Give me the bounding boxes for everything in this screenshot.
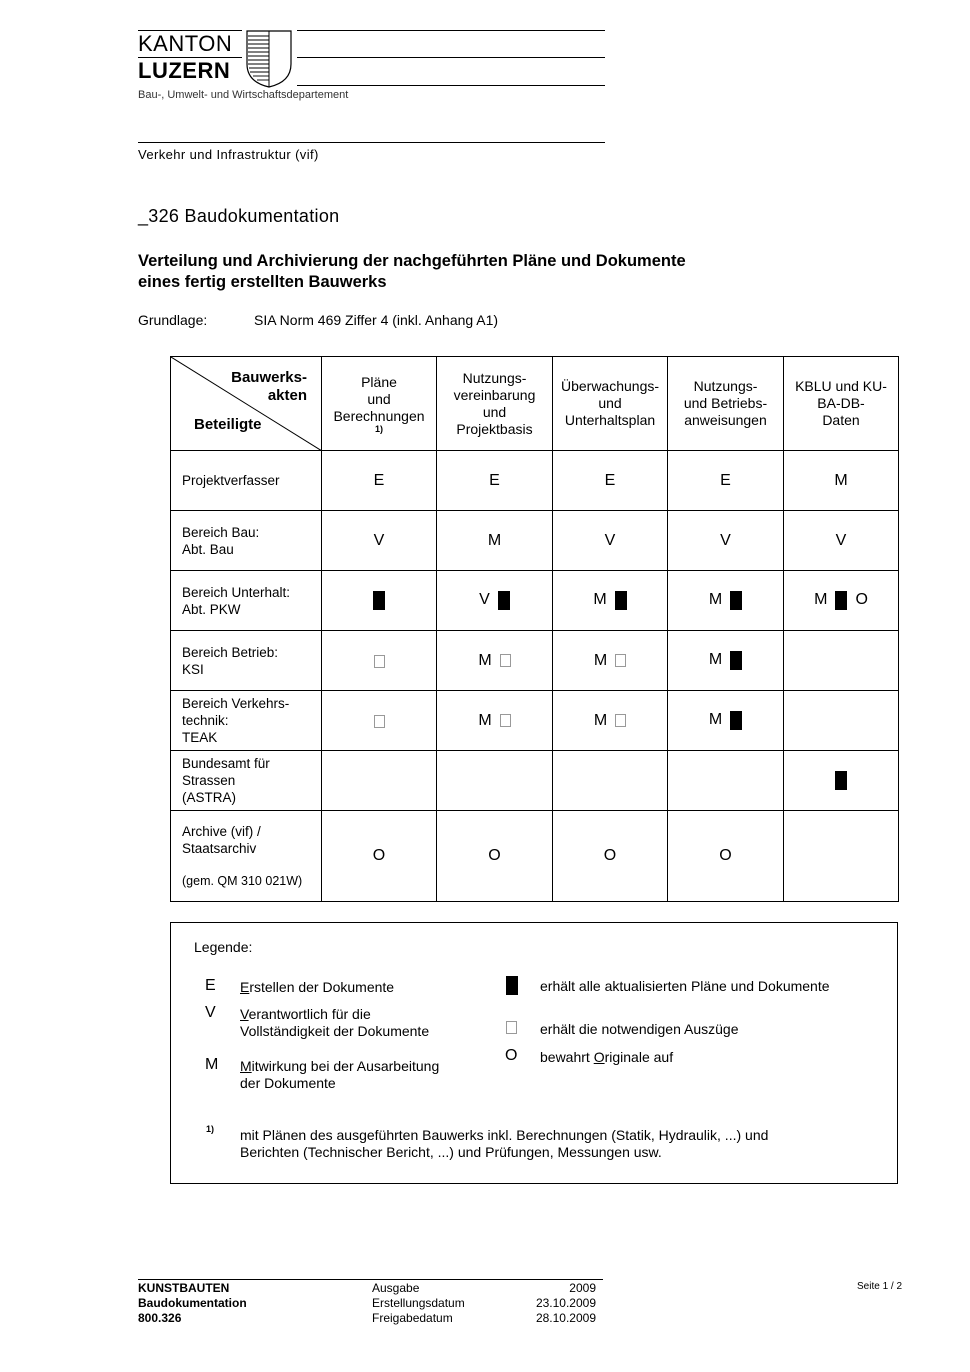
participant-label: Bereich Unterhalt: Abt. PKW bbox=[171, 571, 322, 631]
footer-doc-number: 800.326 bbox=[138, 1311, 182, 1325]
column-header-1: Pläne und Berechnungen 1) bbox=[322, 357, 437, 451]
full-square-icon bbox=[498, 591, 510, 610]
matrix-cell bbox=[322, 631, 437, 691]
role-code: M bbox=[478, 651, 492, 669]
role-code: O bbox=[855, 591, 868, 609]
role-code: E bbox=[720, 471, 731, 489]
matrix-cell bbox=[553, 451, 668, 511]
role-code: V bbox=[373, 531, 385, 549]
empty-square-icon bbox=[500, 654, 511, 667]
role-code: O bbox=[488, 847, 501, 864]
legend-text-full: erhält alle aktualisierten Pläne und Dokumente bbox=[540, 978, 830, 994]
matrix-cell bbox=[553, 631, 668, 691]
column-footnote-mark: 1) bbox=[374, 424, 383, 434]
full-square-icon bbox=[835, 771, 847, 790]
full-square-icon bbox=[615, 591, 627, 610]
column-header-4: Nutzungs- und Betriebs- anweisungen bbox=[668, 357, 784, 451]
matrix-cell bbox=[668, 751, 784, 811]
role-code: E bbox=[489, 471, 500, 489]
matrix-cell bbox=[668, 511, 784, 571]
footer-label-edition: Ausgabe bbox=[372, 1281, 420, 1295]
legend-code-m: M bbox=[205, 1056, 219, 1073]
matrix-cell bbox=[668, 631, 784, 691]
role-code: V bbox=[720, 531, 731, 549]
matrix-row bbox=[171, 511, 899, 571]
basis-value: SIA Norm 469 Ziffer 4 (inkl. Anhang A1) bbox=[254, 312, 499, 328]
matrix-cell bbox=[784, 511, 899, 571]
matrix-cell bbox=[553, 511, 668, 571]
footer-category: KUNSTBAUTEN bbox=[138, 1281, 230, 1295]
role-code: M bbox=[708, 591, 723, 609]
legend-title: Legende: bbox=[194, 939, 253, 955]
empty-square-icon bbox=[374, 715, 385, 728]
matrix-cell bbox=[668, 811, 784, 902]
role-code: O bbox=[603, 847, 617, 864]
legend-text-o: bewahrt Originale auf bbox=[540, 1049, 674, 1065]
legend-code-o: O bbox=[505, 1047, 518, 1064]
participant-label: Projektverfasser bbox=[171, 451, 322, 511]
legend-code-v: V bbox=[205, 1004, 216, 1021]
legend-text-e: Erstellen der Dokumente bbox=[240, 979, 395, 995]
empty-square-icon bbox=[374, 655, 385, 668]
empty-square-icon bbox=[615, 714, 626, 727]
matrix-cell bbox=[437, 691, 553, 751]
distribution-matrix bbox=[170, 356, 899, 902]
matrix-cell bbox=[553, 571, 668, 631]
role-code: M bbox=[593, 591, 607, 609]
full-square-icon bbox=[730, 591, 742, 610]
matrix-cell bbox=[784, 571, 899, 631]
participant-label: Bereich Bau: Abt. Bau bbox=[171, 511, 322, 571]
matrix-cell bbox=[437, 571, 553, 631]
column-header-2: Nutzungs- vereinbarung und Projektbasis bbox=[437, 357, 553, 451]
role-code: O bbox=[719, 847, 732, 864]
legend-footnote-mark: 1) bbox=[206, 1124, 215, 1134]
footer-label-released: Freigabedatum bbox=[372, 1311, 453, 1325]
title-line-1: Verteilung und Archivierung der nachgeführten Pläne und Dokumente bbox=[138, 252, 686, 270]
corner-label-documents: Bauwerks- akten bbox=[231, 369, 307, 404]
matrix-cell bbox=[437, 631, 553, 691]
matrix-cell bbox=[553, 691, 668, 751]
header-rule-3 bbox=[297, 85, 605, 86]
matrix-cell bbox=[784, 691, 899, 751]
role-code: V bbox=[835, 531, 847, 549]
role-code: V bbox=[604, 531, 616, 549]
basis-label: Grundlage: bbox=[138, 312, 208, 328]
matrix-header-row bbox=[171, 357, 899, 451]
corner-label-participants: Beteiligte bbox=[194, 416, 262, 433]
role-code: O bbox=[372, 847, 386, 864]
role-code: M bbox=[834, 471, 848, 489]
role-code: M bbox=[593, 711, 608, 729]
matrix-cell bbox=[553, 811, 668, 902]
matrix-row bbox=[171, 571, 899, 631]
sub-department: Verkehr und Infrastruktur (vif) bbox=[138, 147, 319, 162]
matrix-cell bbox=[322, 811, 437, 902]
matrix-row bbox=[171, 811, 899, 902]
matrix-row bbox=[171, 451, 899, 511]
matrix-cell bbox=[784, 631, 899, 691]
matrix-row bbox=[171, 631, 899, 691]
footer-value-released: 28.10.2009 bbox=[535, 1311, 596, 1325]
matrix-cell bbox=[784, 811, 899, 902]
section-rule bbox=[138, 142, 605, 143]
matrix-cell bbox=[437, 751, 553, 811]
role-code: M bbox=[478, 711, 492, 729]
legend-full-square-icon bbox=[506, 976, 518, 995]
column-header-5: KBLU und KU- BA-DB- Daten bbox=[784, 357, 899, 451]
matrix-cell bbox=[437, 511, 553, 571]
matrix-cell bbox=[668, 691, 784, 751]
full-square-icon bbox=[835, 591, 847, 610]
matrix-cell bbox=[322, 451, 437, 511]
full-square-icon bbox=[373, 591, 385, 610]
header-rule-1 bbox=[297, 30, 605, 31]
footer-rule bbox=[138, 1279, 603, 1280]
department-name: Bau-, Umwelt- und Wirtschaftsdepartement bbox=[138, 89, 349, 101]
logo-kanton: KANTON bbox=[138, 31, 233, 56]
matrix-cell bbox=[437, 811, 553, 902]
footer-labels bbox=[372, 1281, 465, 1326]
matrix-cell bbox=[322, 751, 437, 811]
legend-empty-square-icon bbox=[506, 1019, 517, 1037]
title-line-2: eines fertig erstellten Bauwerks bbox=[138, 273, 387, 291]
role-code: M bbox=[593, 651, 608, 669]
participant-label: Archive (vif) / Staatsarchiv (gem. QM 310 021W) bbox=[171, 811, 322, 902]
full-square-icon bbox=[730, 711, 742, 730]
matrix-cell bbox=[784, 451, 899, 511]
matrix-cell bbox=[784, 751, 899, 811]
legend-footnote-text: mit Plänen des ausgeführten Bauwerks inkl. Berechnungen (Statik, Hydraulik, ...) und Berichten (Technischer Bericht, ...) und Prüfungen, Messungen usw. bbox=[240, 1127, 769, 1160]
legend-text-empty: erhält die notwendigen Auszüge bbox=[540, 1021, 739, 1037]
logo-luzern: LUZERN bbox=[138, 58, 231, 83]
matrix-cell bbox=[437, 451, 553, 511]
matrix-row bbox=[171, 751, 899, 811]
legend-text-v: Verantwortlich für die Vollständigkeit der Dokumente bbox=[240, 1006, 430, 1039]
role-code: E bbox=[373, 471, 385, 489]
coat-of-arms-icon bbox=[245, 30, 293, 93]
footer-values bbox=[500, 1281, 596, 1326]
participant-label: Bereich Betrieb: KSI bbox=[171, 631, 322, 691]
legend-text-m: Mitwirkung bei der Ausarbeitung der Dokumente bbox=[240, 1058, 440, 1091]
footer-left bbox=[138, 1281, 247, 1326]
participant-label: Bereich Verkehrs- technik: TEAK bbox=[171, 691, 322, 751]
document-title bbox=[138, 251, 778, 293]
footer-doc-name: Baudokumentation bbox=[138, 1296, 247, 1310]
role-code: M bbox=[814, 591, 828, 609]
participant-note: (gem. QM 310 021W) bbox=[182, 873, 303, 888]
role-code: M bbox=[708, 711, 723, 729]
column-header-3: Überwachungs- und Unterhaltsplan bbox=[553, 357, 668, 451]
full-square-icon bbox=[730, 651, 742, 670]
matrix-cell bbox=[322, 511, 437, 571]
empty-square-icon bbox=[500, 714, 511, 727]
role-code: V bbox=[479, 591, 490, 609]
footer-value-edition: 2009 bbox=[569, 1281, 596, 1295]
matrix-corner-cell bbox=[171, 357, 322, 451]
matrix-row bbox=[171, 691, 899, 751]
legend-code-e: E bbox=[205, 977, 216, 994]
role-code: M bbox=[708, 651, 723, 669]
matrix-cell bbox=[553, 751, 668, 811]
participant-label: Bundesamt für Strassen (ASTRA) bbox=[171, 751, 322, 811]
matrix-cell bbox=[322, 691, 437, 751]
footer-value-created: 23.10.2009 bbox=[535, 1296, 596, 1310]
empty-square-icon bbox=[615, 654, 626, 667]
header-rule-2 bbox=[297, 57, 605, 58]
matrix-cell bbox=[668, 451, 784, 511]
role-code: E bbox=[604, 471, 616, 489]
matrix-cell bbox=[668, 571, 784, 631]
role-code: M bbox=[487, 531, 502, 549]
footer-label-created: Erstellungsdatum bbox=[372, 1296, 465, 1310]
matrix-cell bbox=[322, 571, 437, 631]
page-number: Seite 1 / 2 bbox=[857, 1281, 903, 1292]
document-code: _326 Baudokumentation bbox=[138, 206, 340, 226]
